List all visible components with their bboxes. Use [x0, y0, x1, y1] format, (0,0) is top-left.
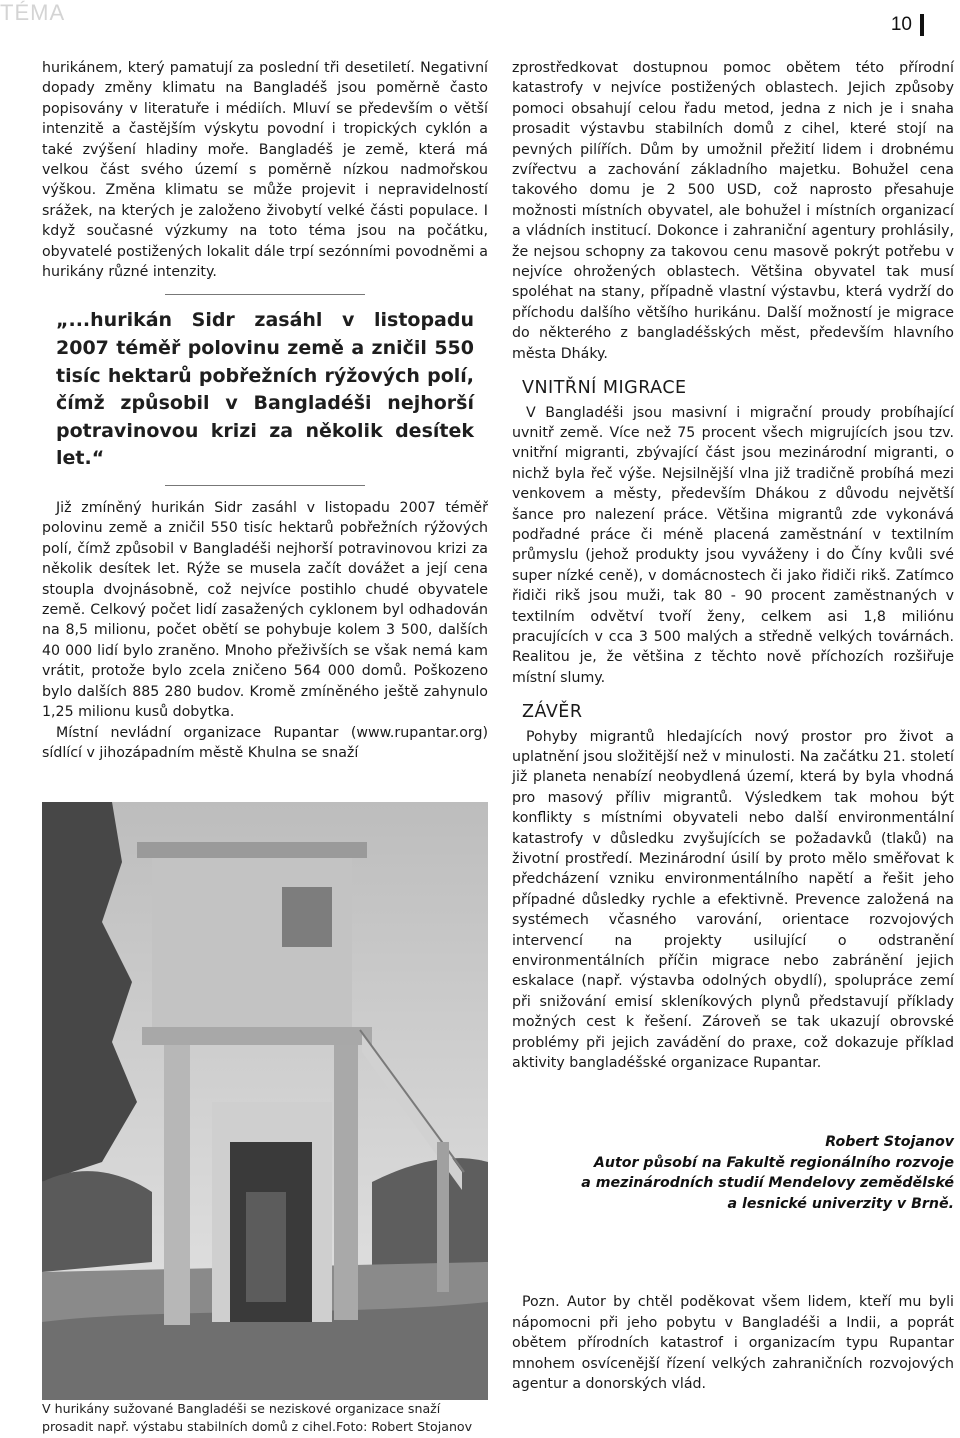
pull-quote: „...hurikán Sidr zasáhl v listopadu 2007 téměř polovinu země a zničil 550 tisíc hektarů pobřežních rýžových polí, čímž způsobil v Bangladéši nejhorší potravinovou krizi za několik desítek let.“ [56, 309, 474, 470]
house-photo [42, 802, 488, 1400]
quote-rule-top [165, 294, 365, 295]
author-affiliation-1: Autor působí na Fakultě regionálního rozvoje [593, 1154, 954, 1171]
right-paragraph-2: V Bangladéši jsou masivní i migrační proudy probíhající uvnitř země. Více než 75 procent všech migrujících jsou tzv. vnitřní migranti, zbývající část jsou mezinárodní migranti, o nichž byla řeč výše. Nejsilnější vlna již tradičně probíhá mezi venkovem a městy, především Dhákou z důvodu největší šance pro nalezení práce. Většina migrantů zde vykonává podřadné práce či méně placená zaměstnání v textilním průmyslu (jehož produkty jsou vyváženy i do Číny kvůli své super nízké ceně), v domácnostech či jako řidiči rikš. Zatímco řidiči rikš jsou muži, tak 80 - 90 procent zaměstnaných v textilním odvětví tvoří ženy, celkem asi 1,8 miliónu pracujících v cca 3 500 malých a středně velkých továrnách. Realitou je, že většina z těchto nově příchozích rozšiřuje místní slumy. [512, 404, 954, 686]
photo-caption [42, 1400, 488, 1436]
heading-internal-migration: VNITŘNÍ MIGRACE [522, 378, 687, 399]
caption-text: V hurikány sužované Bangladéši se neziskové organizace snaží prosadit např. výstabu stabilních domů z cihel.Foto: Robert Stojanov [42, 1401, 473, 1434]
quote-rule-bottom [165, 485, 365, 486]
left-paragraph-1: hurikánem, který pamatují za poslední tři desetiletí. Negativní dopady změny klimatu na Bangladéš jsou poměrně často popisovány v literatuře i médiích. Mluví se především o větší intenzitě a častějším výskytu povodní i tropických cyklón a také zvýšení hladiny moře. Bangladéš je země, která má velkou část svého území s poměrně nízkou nadmořskou výškou. Změna klimatu se může projevit i nepravidelností srážek, na kterých je založeno živobytí velké části populace. I když současné výzkumy na toto téma jsou na počátku, obyvatelé postižených lokalit dále trpí sezónními povodněmi a hurikány různé intenzity. [42, 60, 488, 281]
author-block [534, 1132, 954, 1214]
left-paragraph-3: Místní nevládní organizace Rupantar (www.rupantar.org) sídlící v jihozápadním městě Khulna se snaží [42, 724, 488, 761]
right-paragraph-1: zprostředkovat dostupnou pomoc obětem této přírodní katastrofy v nejvíce postižených oblastech. Jejich způsoby pomoci obsahují celou řadu metod, jedna z nich je i snaha prosadit výstavbu stabilních domů z cihel, které stojí na pevných pilířích. Dům by umožnil přežití lidem i drobnému zvířectvu a zachování základního majetku. Bohužel cena takového domu je 2 500 USD, což naprosto přesahuje možnosti místních obyvatel, ale bohužel i místních organizací a vládních institucí. Dokonce i zahraniční agentury prohlásily, že nejsou schopny za takovou cenu masově pokrýt potřebu v nejvíce ohrožených oblastech. Většina obyvatel tak musí spoléhat na stany, případně vlastní výstavbu, která vydrží do příchodu dalšího většího hurikánu. Další možností je migrace do některého z bangladéšských měst, především hlavního města Dháky. [512, 60, 954, 362]
section-label: TÉMA [0, 0, 66, 25]
right-column [512, 58, 954, 1074]
left-column [42, 58, 488, 763]
right-paragraph-3: Pohyby migrantů hledajících nový prostor pro život a uplatnění jsou složitější než v minulosti. Na začátku 21. století již planeta nenabízí neobydlená území, která by byla vhodná pro masový příliv migrantů. Výsledkem tak mohou být konflikty s místními obyvateli nebo další environmentální katastrofy v důsledku zvyšujících se požadavků (tlaků) na životní prostředí. Mezinárodní úsilí by proto mělo směřovat k předcházení vzniku environmentálního napětí a řešit jeho případné důsledky rychle a efektivně. Prevence založená na systémech včasného varování, orientace rozvojových intervencí na projekty usilující o odstranění environmentálních příčin migrace nebo zabránění jejich eskalace (např. výstavba odolných obydlí), spolupráce zemí při snižování emisí skleníkových plynů představují příklady možných cest k řešení. Zároveň se tak ukazují obrovské problémy při jejich zavádění do praxe, což dokazuje příklad aktivity bangladéšské organizace Rupantar. [512, 728, 954, 1072]
author-affiliation-2: a mezinárodních studií Mendelovy zemědělské [581, 1175, 954, 1191]
note-text: Pozn. Autor by chtěl poděkovat všem lidem, kteří mu byli nápomocni při jeho pobytu v Bangladéši a Indii, a poprát obětem přírodních katastrof i organizacím typu Rupantar mnohem osvícenější řízení velkých zahraničních rozvojových agentur a donorských vlád. [512, 1294, 954, 1393]
author-name: Robert Stojanov [825, 1134, 954, 1150]
heading-conclusion: ZÁVĚR [522, 702, 583, 723]
acknowledgement-note [512, 1292, 954, 1395]
author-affiliation-3: a lesnické univerzity v Brně. [727, 1195, 954, 1212]
left-paragraph-2: Již zmíněný hurikán Sidr zasáhl v listopadu 2007 téměř polovinu země a zničil 550 tisíc hektarů pobřežních rýžových polí, čímž způsobil v Bangladéši nejhorší potravinovou krizi za několik desítek let. Rýže se musela začít dovážet a její cena stoupla dvojnásobně, což nejvíce postihlo chudé obyvatele země. Celkový počet lidí zasažených cyklonem byl odhadován na 8,5 milionu, počet obětí se pohybuje kolem 3 500, dalších 40 000 lidí bylo zraněno. Mnoho přeživších se však nemá kam vrátit, protože bylo zcela zničeno 564 000 domů. Poškozeno bylo dalších 885 280 budov. Kromě zmíněného ještě zahynulo 1,25 milionu kusů dobytka. [42, 500, 488, 721]
page-number: 10 [891, 14, 924, 36]
